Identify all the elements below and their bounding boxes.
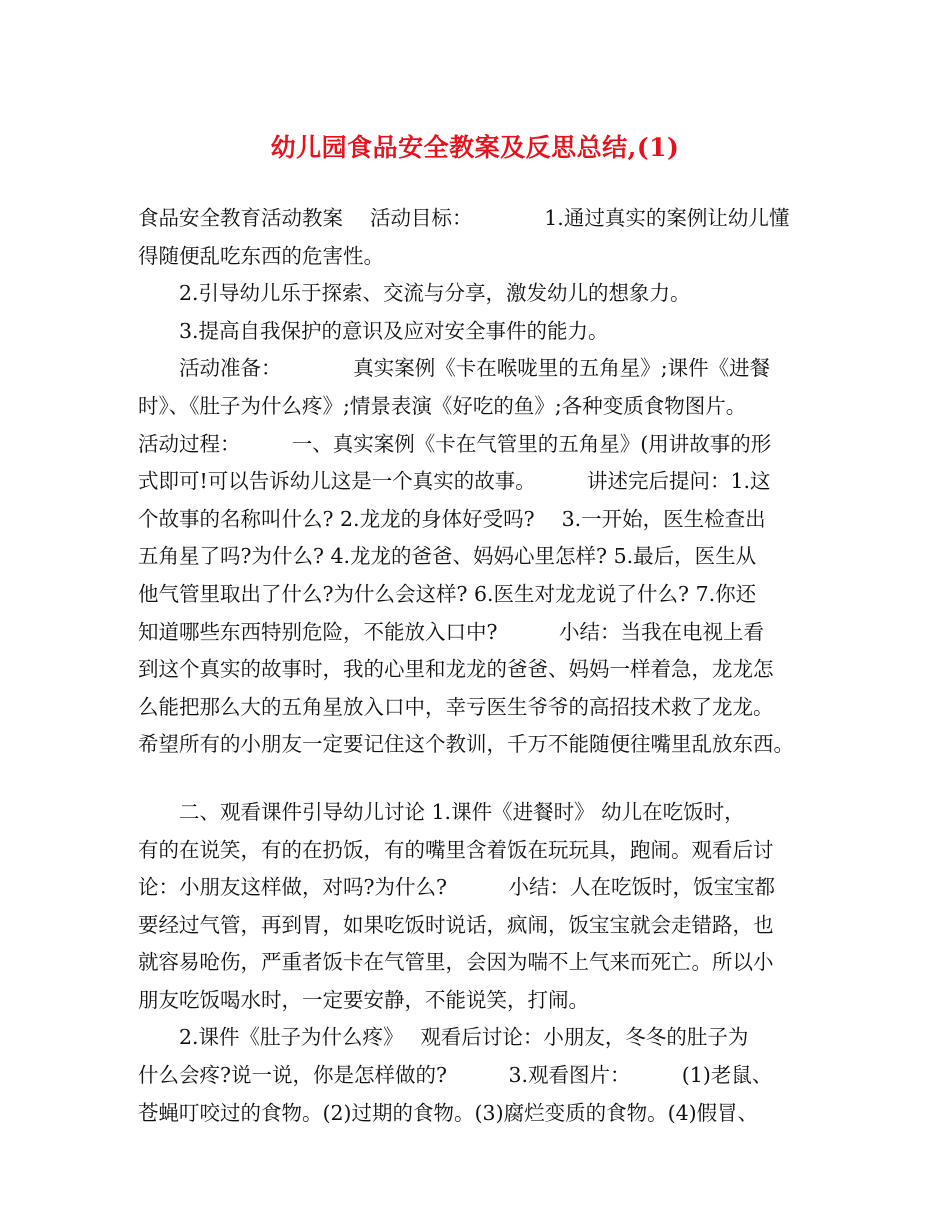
text-line: 什么会疼?说一说，你是怎样做的? 3.观看图片： (1)老鼠、	[138, 1063, 773, 1088]
text-line: 2.课件《肚子为什么疼》 观看后讨论：小朋友，冬冬的肚子为	[138, 1025, 749, 1050]
text-line: 2.引导幼儿乐于探索、交流与分享，激发幼儿的想象力。	[138, 281, 691, 306]
text-line: 五角星了吗?为什么? 4.龙龙的爸爸、妈妈心里怎样? 5.最后，医生从	[138, 544, 757, 569]
text-line: 活动准备： 真实案例《卡在喉咙里的五角星》;课件《进餐	[138, 356, 771, 381]
text-line: 他气管里取出了什么?为什么会这样? 6.医生对龙龙说了什么? 7.你还	[138, 581, 757, 606]
text-line: 食品安全教育活动教案 活动目标： 1.通过真实的案例让幼儿懂	[138, 206, 790, 230]
text-line: 有的在说笑，有的在扔饭，有的嘴里含着饭在玩玩具，跑闹。观看后讨	[138, 837, 774, 862]
text-line: 个故事的名称叫什么? 2.龙龙的身体好受吗? 3.一开始，医生检查出	[138, 506, 766, 531]
text-line: 么能把那么大的五角星放入口中，幸亏医生爷爷的高招技术救了龙龙。	[138, 694, 774, 719]
text-line: 二、观看课件引导幼儿讨论 1.课件《进餐时》 幼儿在吃饭时，	[138, 799, 745, 824]
text-line: 时》、《肚子为什么疼》;情景表演《好吃的鱼》;各种变质食物图片。	[138, 393, 747, 418]
text-line: 到这个真实的故事时，我的心里和龙龙的爸爸、妈妈一样着急，龙龙怎	[138, 657, 774, 682]
text-line: 朋友吃饭喝水时，一定要安静，不能说笑，打闹。	[138, 987, 589, 1012]
text-line: 得随便乱吃东西的危害性。	[138, 243, 384, 268]
document-title: 幼儿园食品安全教案及反思总结,(1)	[270, 133, 680, 162]
document-body	[138, 200, 818, 1132]
text-line: 3.提高自我保护的意识及应对安全事件的能力。	[138, 318, 609, 343]
paragraph-gap	[138, 764, 818, 794]
text-line: 活动过程： 一、真实案例《卡在气管里的五角星》(用讲故事的形	[138, 431, 772, 456]
text-line: 论：小朋友这样做，对吗?为什么? 小结：人在吃饭时，饭宝宝都	[138, 875, 775, 900]
text-line: 就容易呛伤，严重者饭卡在气管里，会因为喘不上气来而死亡。所以小	[138, 950, 774, 975]
text-line: 苍蝇叮咬过的食物。(2)过期的食物。(3)腐烂变质的食物。(4)假冒、	[138, 1100, 759, 1125]
text-line: 要经过气管，再到胃，如果吃饭时说话，疯闹，饭宝宝就会走错路，也	[138, 912, 774, 937]
text-line: 希望所有的小朋友一定要记住这个教训，千万不能随便往嘴里乱放东西。	[138, 732, 794, 757]
text-line: 式即可!可以告诉幼儿这是一个真实的故事。 讲述完后提问：1.这	[138, 469, 771, 494]
text-line: 知道哪些东西特别危险，不能放入口中? 小结：当我在电视上看	[138, 619, 764, 644]
